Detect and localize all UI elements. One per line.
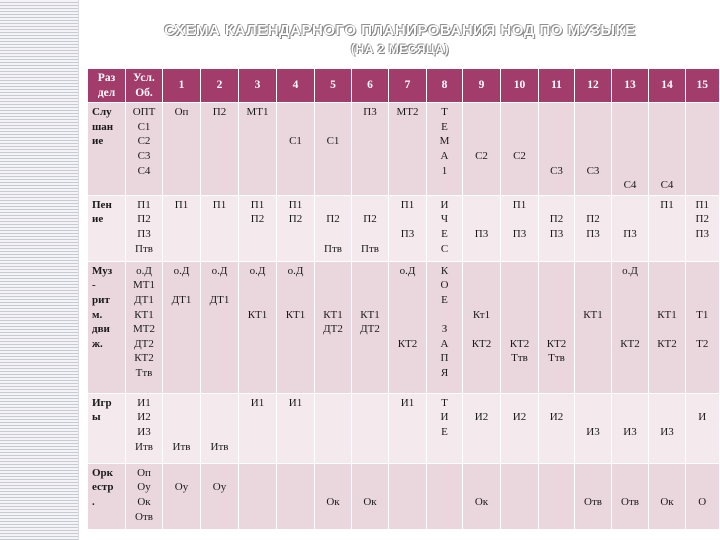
table-cell: Оу <box>163 463 201 529</box>
header-cell-5: 5 <box>315 69 352 103</box>
table-cell: О <box>686 463 719 529</box>
table-cell <box>277 463 315 529</box>
table-cell: И1 <box>389 393 427 463</box>
table-cell: о.Д МТ1 ДТ1 КТ1 МТ2 ДТ2 КТ2 Ттв <box>126 261 163 393</box>
table-cell: П2 П3 <box>575 195 612 261</box>
table-cell: КТ2 Ттв <box>539 261 575 393</box>
header-cell-11: 11 <box>539 69 575 103</box>
header-cell-3: 3 <box>239 69 277 103</box>
table-cell <box>389 463 427 529</box>
table-cell: С4 <box>649 103 686 196</box>
table-cell: о.Д ДТ1 <box>201 261 239 393</box>
table-cell: Итв <box>201 393 239 463</box>
table-cell: П1 <box>163 195 201 261</box>
table-cell <box>427 463 463 529</box>
table-row <box>88 261 719 393</box>
table-cell: Оу <box>201 463 239 529</box>
table-cell: П2 Птв <box>315 195 352 261</box>
section-cell: Пен ие <box>88 195 126 261</box>
section-cell: Слу шан ие <box>88 103 126 196</box>
table-cell: МТ2 <box>389 103 427 196</box>
header-row <box>88 69 719 103</box>
table-cell: П1 П2 П3 <box>686 195 719 261</box>
section-cell: Игр ы <box>88 393 126 463</box>
table-cell: Т Е М А 1 <box>427 103 463 196</box>
table-cell: И3 <box>649 393 686 463</box>
page-subtitle: (НА 2 МЕСЯЦА) <box>351 42 449 56</box>
table-cell: П2 <box>201 103 239 196</box>
table-cell: И1 <box>239 393 277 463</box>
section-cell: Орк естр . <box>88 463 126 529</box>
table-cell: И Ч Е С <box>427 195 463 261</box>
table-cell: И3 <box>575 393 612 463</box>
decorative-stripe <box>0 0 78 540</box>
table-cell: П1 П2 П3 Птв <box>126 195 163 261</box>
table-cell: КТ1 <box>575 261 612 393</box>
table-cell: И3 <box>612 393 649 463</box>
header-cell-6: 6 <box>352 69 389 103</box>
table-cell <box>352 393 389 463</box>
header-cell-notation: Усл. Об. <box>126 69 163 103</box>
table-cell: С3 <box>575 103 612 196</box>
table-cell: Т И Е <box>427 393 463 463</box>
table-row <box>88 393 719 463</box>
table-cell: Оп <box>163 103 201 196</box>
table-cell: И2 <box>501 393 539 463</box>
header-cell-13: 13 <box>612 69 649 103</box>
table-cell: П1 <box>649 195 686 261</box>
table-row <box>88 195 719 261</box>
table-cell: Отв <box>612 463 649 529</box>
table-cell: И2 <box>463 393 501 463</box>
table-cell: Ок <box>463 463 501 529</box>
header-cell-2: 2 <box>201 69 239 103</box>
header-cell-14: 14 <box>649 69 686 103</box>
table-cell: И2 <box>539 393 575 463</box>
table-cell: П3 <box>463 195 501 261</box>
table-cell: КТ1 КТ2 <box>649 261 686 393</box>
table-cell: П1 П2 <box>277 195 315 261</box>
table-row <box>88 103 719 196</box>
header-cell-12: 12 <box>575 69 612 103</box>
table-cell: С2 <box>501 103 539 196</box>
header-cell-4: 4 <box>277 69 315 103</box>
section-cell: Муз - рит м. дви ж. <box>88 261 126 393</box>
table-cell: МТ1 <box>239 103 277 196</box>
table-cell: Итв <box>163 393 201 463</box>
stripe-divider <box>78 0 79 540</box>
table-cell: П2 Птв <box>352 195 389 261</box>
table-cell: П2 П3 <box>539 195 575 261</box>
table-cell <box>539 463 575 529</box>
schedule-table <box>87 68 719 530</box>
table-cell: П1 П3 <box>389 195 427 261</box>
table-cell <box>501 463 539 529</box>
table-cell: Отв <box>575 463 612 529</box>
table-cell: Т1 Т2 <box>686 261 719 393</box>
table-cell: С1 <box>277 103 315 196</box>
table-cell: о.Д КТ2 <box>389 261 427 393</box>
header-cell-10: 10 <box>501 69 539 103</box>
table-cell: И1 И2 И3 Итв <box>126 393 163 463</box>
header-cell-8: 8 <box>427 69 463 103</box>
table-cell: КТ1 ДТ2 <box>315 261 352 393</box>
table-cell <box>686 103 719 196</box>
table-row <box>88 463 719 529</box>
table-cell: Ок <box>315 463 352 529</box>
table-cell: о.Д КТ2 <box>612 261 649 393</box>
header-cell-7: 7 <box>389 69 427 103</box>
table-cell: о.Д КТ1 <box>277 261 315 393</box>
table-cell: о.Д КТ1 <box>239 261 277 393</box>
table-cell: С2 <box>463 103 501 196</box>
table-cell: ОПТ С1 С2 С3 С4 <box>126 103 163 196</box>
table-cell: Кт1 КТ2 <box>463 261 501 393</box>
table-cell: П3 <box>612 195 649 261</box>
table-cell: КТ2 Ттв <box>501 261 539 393</box>
table-cell: С1 <box>315 103 352 196</box>
table-cell: И1 <box>277 393 315 463</box>
table-cell: Оп Оу Ок Отв <box>126 463 163 529</box>
table-cell: КТ1 ДТ2 <box>352 261 389 393</box>
header-cell-15: 15 <box>686 69 719 103</box>
header-cell-section: Раз дел <box>88 69 126 103</box>
page-title: СХЕМА КАЛЕНДАРНОГО ПЛАНИРОВАНИЯ НОД ПО МУЗЫКЕ <box>164 22 636 39</box>
table-cell: С4 <box>612 103 649 196</box>
table-cell: П1 П2 <box>239 195 277 261</box>
table-cell: П1 <box>201 195 239 261</box>
table-cell: С3 <box>539 103 575 196</box>
header-cell-9: 9 <box>463 69 501 103</box>
table-cell: И <box>686 393 719 463</box>
table-cell: Ок <box>649 463 686 529</box>
table-cell: К О Е З А П Я <box>427 261 463 393</box>
table-cell: П3 <box>352 103 389 196</box>
header-cell-1: 1 <box>163 69 201 103</box>
table-cell: П1 П3 <box>501 195 539 261</box>
table-cell: о.Д ДТ1 <box>163 261 201 393</box>
table-cell: Ок <box>352 463 389 529</box>
table-cell <box>239 463 277 529</box>
table-cell <box>315 393 352 463</box>
